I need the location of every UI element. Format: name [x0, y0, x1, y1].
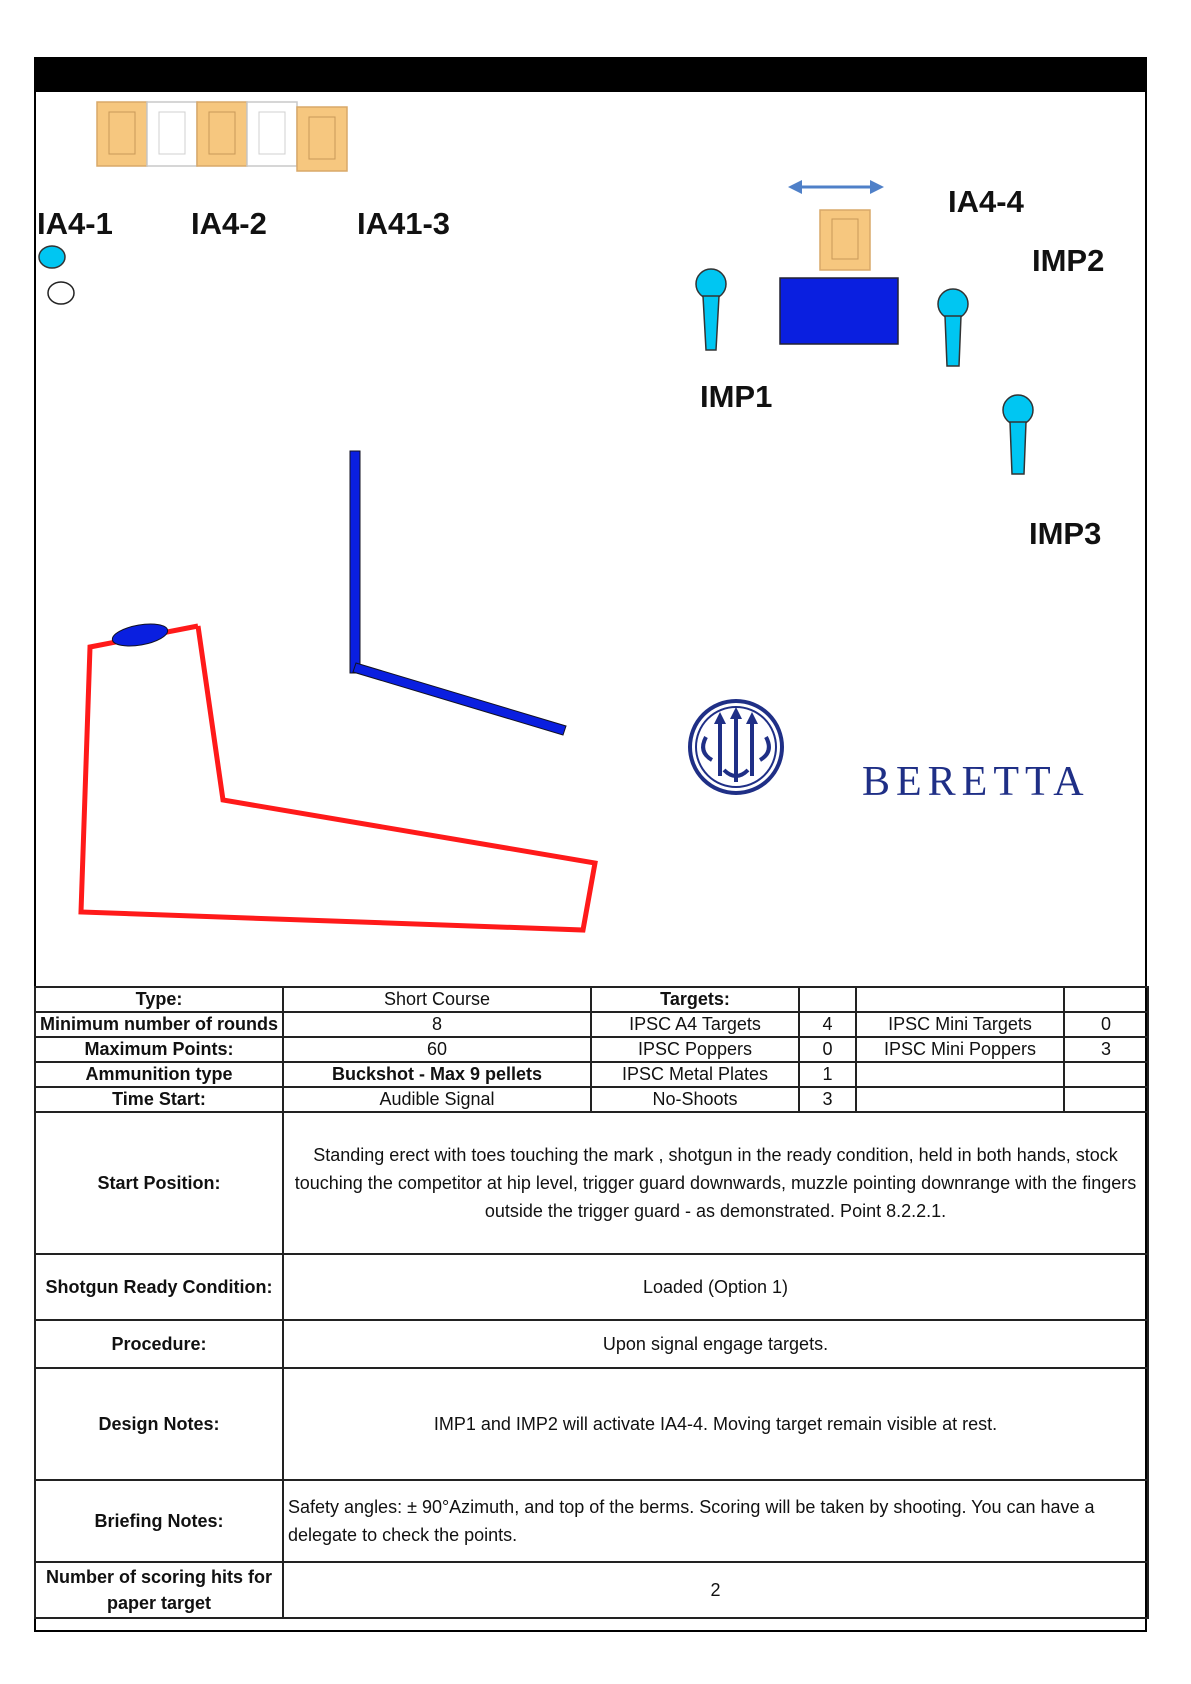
design-notes-label: Design Notes:	[35, 1368, 283, 1480]
fault-line	[81, 626, 595, 930]
popper-imp1	[696, 269, 726, 350]
target-count: 4	[799, 1012, 856, 1037]
target-count: 3	[1064, 1037, 1148, 1062]
table-row	[35, 987, 1148, 1012]
start-mark	[111, 620, 170, 649]
max-points-label: Maximum Points:	[35, 1037, 283, 1062]
target-count: 0	[799, 1037, 856, 1062]
min-rounds-value: 8	[283, 1012, 591, 1037]
design-notes-value: IMP1 and IMP2 will activate IA4-4. Moving target remain visible at rest.	[283, 1368, 1148, 1480]
scoring-hits-label: Number of scoring hits for paper target	[35, 1562, 283, 1618]
scoring-hits-value: 2	[283, 1562, 1148, 1618]
type-label: Type:	[35, 987, 283, 1012]
wall-angled	[353, 663, 566, 735]
beretta-logo-text: BERETTA	[862, 759, 1090, 805]
target-name	[856, 1062, 1064, 1087]
ready-condition-label: Shotgun Ready Condition:	[35, 1254, 283, 1320]
label-imp3: IMP3	[1029, 516, 1102, 551]
procedure-value: Upon signal engage targets.	[283, 1320, 1148, 1368]
header-bar	[36, 59, 1145, 92]
metal-plate	[39, 246, 65, 268]
table-row	[35, 1254, 1148, 1320]
stage-diagram	[36, 92, 1145, 989]
table-row	[35, 1320, 1148, 1368]
time-start-label: Time Start:	[35, 1087, 283, 1112]
beretta-logo-icon	[690, 701, 782, 793]
target-name: IPSC Mini Targets	[856, 1012, 1064, 1037]
stage-info-table	[34, 986, 1149, 1619]
table-row	[35, 1480, 1148, 1562]
target-name: IPSC Metal Plates	[591, 1062, 799, 1087]
table-row	[35, 1562, 1148, 1618]
label-ia41-3: IA41-3	[357, 206, 451, 241]
target-name: No-Shoots	[591, 1087, 799, 1112]
target-name: IPSC Mini Poppers	[856, 1037, 1064, 1062]
wall-vertical	[350, 451, 360, 673]
briefing-notes-value: Safety angles: ± 90°Azimuth, and top of the berms. Scoring will be taken by shooting. You can have a delegate to check the points.	[283, 1480, 1148, 1562]
label-ia4-4: IA4-4	[948, 184, 1024, 219]
label-imp2: IMP2	[1032, 243, 1105, 278]
type-value: Short Course	[283, 987, 591, 1012]
target-count	[1064, 1062, 1148, 1087]
table-row	[35, 1062, 1148, 1087]
start-position-label: Start Position:	[35, 1112, 283, 1254]
target-count: 0	[1064, 1012, 1148, 1037]
target-count: 3	[799, 1087, 856, 1112]
table-row	[35, 1087, 1148, 1112]
targets-label: Targets:	[591, 987, 799, 1012]
time-start-value: Audible Signal	[283, 1087, 591, 1112]
target-row-ia4	[97, 102, 347, 171]
barrier-block	[780, 278, 898, 344]
moving-target-ia4-4	[788, 180, 884, 270]
start-position-value: Standing erect with toes touching the mark , shotgun in the ready condition, held in both hands, stock touching the competitor at hip level, trigger guard downwards, muzzle pointing downrange with the fingers outside the trigger guard - as demonstrated. Point 8.2.2.1.	[283, 1112, 1148, 1254]
target-count: 1	[799, 1062, 856, 1087]
label-ia4-2: IA4-2	[191, 206, 267, 241]
ammo-value: Buckshot - Max 9 pellets	[283, 1062, 591, 1087]
table-row	[35, 1112, 1148, 1254]
target-name: IPSC A4 Targets	[591, 1012, 799, 1037]
plate-outline	[48, 282, 74, 304]
target-name: IPSC Poppers	[591, 1037, 799, 1062]
max-points-value: 60	[283, 1037, 591, 1062]
ready-condition-value: Loaded (Option 1)	[283, 1254, 1148, 1320]
popper-imp3	[1003, 395, 1033, 474]
target-name	[856, 1087, 1064, 1112]
table-row	[35, 1012, 1148, 1037]
ammo-label: Ammunition type	[35, 1062, 283, 1087]
label-ia4-1: IA4-1	[37, 206, 113, 241]
procedure-label: Procedure:	[35, 1320, 283, 1368]
popper-imp2	[938, 289, 968, 366]
stage-sheet	[34, 57, 1147, 1632]
target-count	[1064, 1087, 1148, 1112]
table-row	[35, 1368, 1148, 1480]
briefing-notes-label: Briefing Notes:	[35, 1480, 283, 1562]
label-imp1: IMP1	[700, 379, 773, 414]
table-row	[35, 1037, 1148, 1062]
min-rounds-label: Minimum number of rounds	[35, 1012, 283, 1037]
